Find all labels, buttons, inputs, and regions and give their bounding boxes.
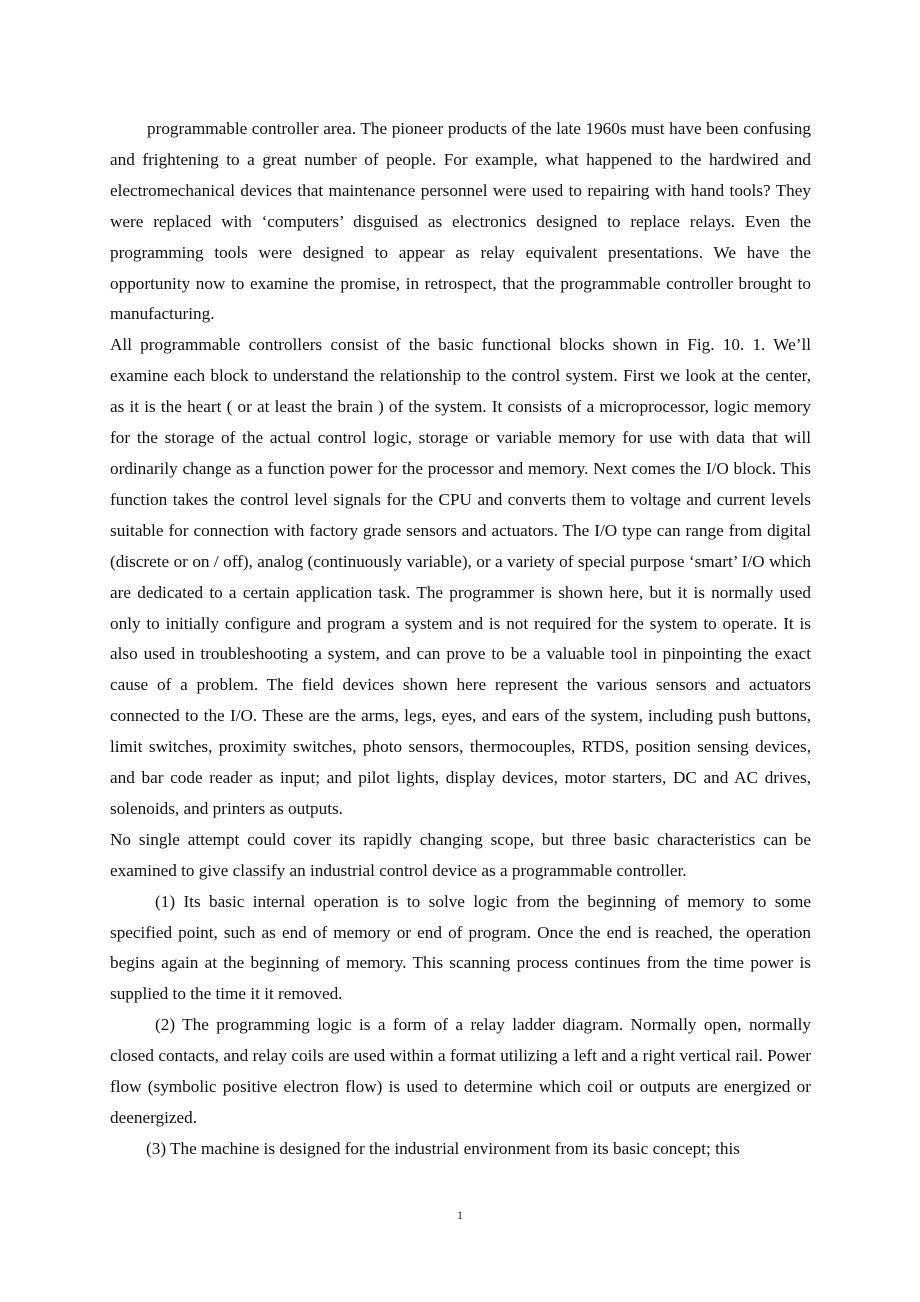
paragraph-item-2: (2) The programming logic is a form of a relay ladder diagram. Normally open, normally closed contacts, and relay coils are used within a format utilizing a left and a right vertical rail. Power flow (symbolic positive electron flow) is used to determine which coil or outputs are energized or deenergized. (110, 1015, 811, 1127)
paragraph-intro-continued: programmable controller area. The pioneer products of the late 1960s must have been confusing and frightening to a great number of people. For example, what happened to the hardwired and electromechanical devices that maintenance personnel were used to repairing with hand tools? They were replaced with ‘computers’ disguised as electronics designed to replace relays. Even the programming tools were designed to appear as relay equivalent presentations. We have the opportunity now to examine the promise, in retrospect, that the programmable controller brought to manufacturing. (110, 119, 811, 324)
body-text (110, 114, 811, 1165)
page-number: 1 (457, 1208, 463, 1222)
paragraph-item-3: (3) The machine is designed for the industrial environment from its basic concept; this (146, 1138, 740, 1158)
paragraph-item-1: (1) Its basic internal operation is to solve logic from the beginning of memory to some specified point, such as end of memory or end of program. Once the end is reached, the operation begins again at the beginning of memory. This scanning process continues from the time power is supplied to the time it it removed. (110, 891, 811, 1004)
paragraph-characteristics: No single attempt could cover its rapidly changing scope, but three basic characteristics can be examined to give classify an industrial control device as a programmable controller. (110, 829, 811, 880)
paragraph-functional-blocks: All programmable controllers consist of the basic functional blocks shown in Fig. 10. 1. We’ll examine each block to understand the relationship to the control system. First we look at the center, as it is the heart ( or at least the brain ) of the system. It consists of a microprocessor, logic memory for the storage of the actual control logic, storage or variable memory for use with data that will ordinarily change as a function power for the processor and memory. Next comes the I/O block. This function takes the control level signals for the CPU and converts them to voltage and current levels suitable for connection with factory grade sensors and actuators. The I/O type can range from digital (discrete or on / off), analog (continuously variable), or a variety of special purpose ‘smart’ I/O which are dedicated to a certain application task. The programmer is shown here, but it is normally used only to initially configure and program a system and is not required for the system to operate. It is also used in troubleshooting a system, and can prove to be a valuable tool in pinpointing the exact cause of a problem. The field devices shown here represent the various sensors and actuators connected to the I/O. These are the arms, legs, eyes, and ears of the system, including push buttons, limit switches, proximity switches, photo sensors, thermocouples, RTDS, position sensing devices, and bar code reader as input; and pilot lights, display devices, motor starters, DC and AC drives, solenoids, and printers as outputs. (110, 335, 811, 818)
